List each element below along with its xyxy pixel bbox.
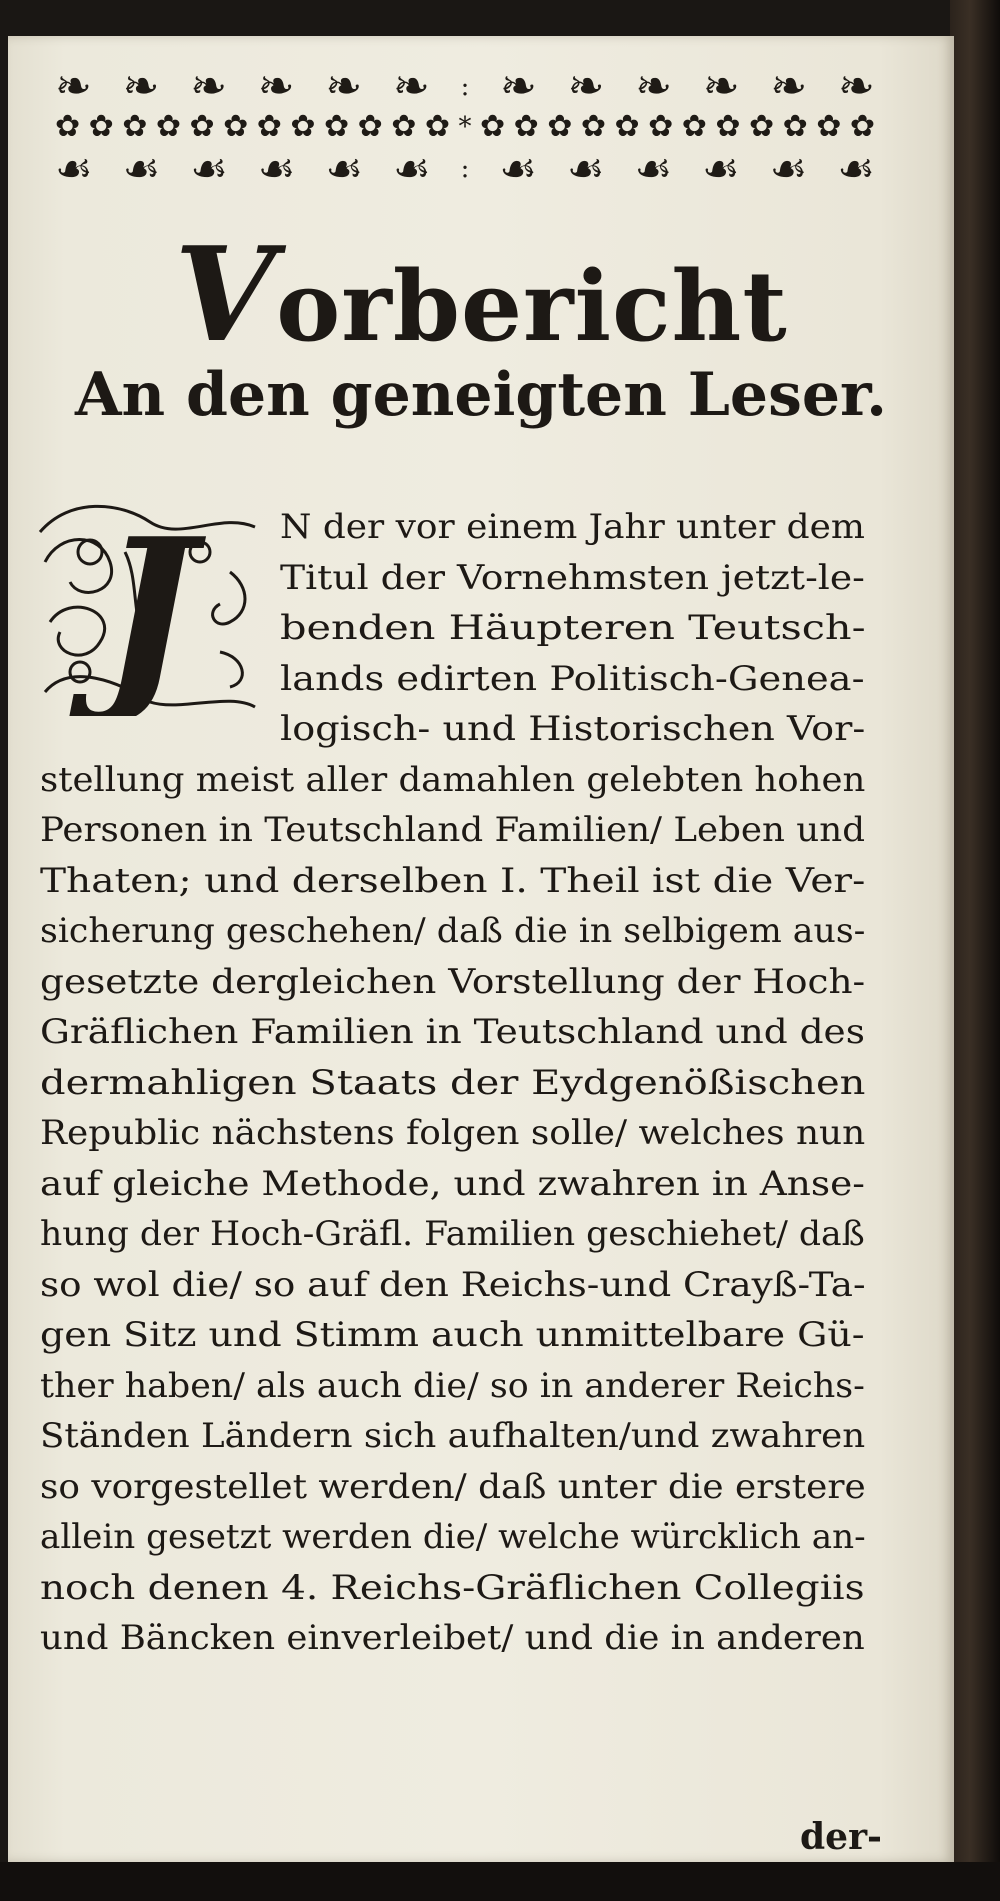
title-initial: V [174, 218, 277, 371]
ornament-glyph: ✿ [357, 109, 383, 144]
ornament-glyph: ❧ [55, 61, 92, 112]
text-line: Personen in Teutschland Familien/ Leben und [40, 810, 866, 850]
ornament-glyph: ❧ [257, 61, 295, 112]
ornament-glyph: ✿ [324, 109, 350, 144]
text-line: benden Häupteren Teutsch- [280, 608, 866, 648]
text-line: Titul der Vornehmsten jetzt-le- [280, 557, 865, 598]
ornament-glyph: ☙ [257, 144, 296, 193]
ornament-glyph: ☙ [837, 144, 875, 193]
text-line: gesetzte dergleichen Vorstellung der Hoch- [40, 961, 866, 1002]
ornament-glyph: ✿ [155, 109, 182, 144]
ornament-glyph: * [458, 112, 472, 142]
text-line: Ständen Ländern sich aufhalten/und zwahren [40, 1416, 866, 1456]
catchword: der- [800, 1816, 882, 1858]
title-rest: orbericht [276, 250, 788, 363]
ornament-glyph: ☙ [499, 144, 537, 193]
text-line: stellung meist aller damahlen gelebten hohen [40, 759, 866, 800]
ornament-glyph: ✿ [189, 109, 215, 144]
ornament-glyph: ❧ [567, 61, 605, 112]
text-line: lands edirten Politisch-Genea- [280, 658, 865, 699]
ornament-glyph: ❧ [500, 61, 537, 112]
ornament-glyph: ✿ [55, 109, 81, 144]
ornament-glyph: ☙ [55, 144, 93, 193]
ornament-glyph: ☙ [190, 144, 228, 193]
ornament-glyph: ❧ [702, 61, 740, 112]
page-subtitle: An den geneigten Leser. [74, 360, 888, 430]
ornament-glyph: ☙ [392, 144, 431, 193]
ornament-glyph: ❧ [635, 61, 673, 112]
text-line: Thaten; und derselben I. Theil ist die Ver- [40, 860, 866, 901]
text-line: noch denen 4. Reichs-Gräflichen Collegiis [40, 1567, 865, 1608]
ornament-glyph: ✿ [290, 109, 316, 144]
text-line: so vorgestellet werden/ daß unter die erstere [40, 1466, 866, 1507]
text-line: auf gleiche Methode, und zwahren in Anse- [40, 1163, 865, 1204]
ornament-glyph: ☙ [325, 144, 364, 193]
ornament-glyph: ❧ [325, 61, 363, 112]
ornament-glyph: ✿ [223, 109, 249, 144]
ornament-glyph: ☙ [702, 144, 740, 193]
ornament-glyph: ✿ [424, 109, 451, 144]
ornament-glyph: ✿ [614, 109, 640, 144]
ornament-glyph: ❧ [190, 61, 228, 112]
text-line: sicherung geschehen/ daß die in selbigem aus- [40, 911, 866, 951]
decorated-initial [30, 492, 266, 716]
book-edge-bottom [0, 1862, 1000, 1901]
text-line: logisch- und Historischen Vor- [280, 709, 866, 749]
ornament-row-bottom [55, 146, 875, 192]
ornament-glyph: ✿ [256, 109, 282, 144]
ornament-glyph: ❧ [770, 61, 808, 112]
decorated-initial-icon [30, 492, 266, 716]
ornament-glyph: ❧ [838, 61, 875, 112]
ornament-glyph: ✿ [816, 109, 842, 144]
ornament-glyph: ✿ [513, 109, 539, 144]
text-line: dermahligen Staats der Eydgenößischen [40, 1062, 866, 1103]
ornament-glyph: ✿ [715, 109, 741, 144]
ornament-glyph: ❧ [392, 61, 430, 112]
drop-cap-letter: J [100, 495, 196, 716]
ornament-glyph: ❧ [122, 61, 160, 112]
ornament-glyph: ✿ [88, 109, 114, 144]
text-line: allein gesetzt werden die/ welche würcklich an- [40, 1517, 866, 1557]
page-title [0, 218, 962, 371]
ornament-glyph: ✿ [122, 109, 148, 144]
text-line: ther haben/ als auch die/ so in anderer Reichs- [40, 1365, 865, 1406]
ornament-glyph: ☙ [566, 144, 605, 193]
ornament-glyph: ✿ [580, 109, 606, 144]
text-line: und Bäncken einverleibet/ und die in anderen [40, 1618, 865, 1658]
ornament-glyph: : [460, 154, 470, 184]
ornament-glyph: ✿ [547, 109, 573, 144]
ornament-glyph: : [460, 72, 470, 102]
ornament-glyph: ✿ [748, 109, 775, 144]
text-line: so wol die/ so auf den Reichs-und Crayß-Ta- [40, 1264, 866, 1305]
text-line: gen Sitz und Stimm auch unmittelbare Gü- [40, 1315, 865, 1355]
ornament-glyph: ☙ [122, 144, 161, 193]
ornament-glyph: ✿ [648, 109, 674, 144]
ornament-glyph: ✿ [782, 109, 808, 144]
ornament-glyph: ☙ [634, 144, 673, 193]
ornament-row-top [55, 62, 875, 112]
text-line: N der vor einem Jahr unter dem [280, 507, 865, 547]
text-line: Republic nächstens folgen solle/ welches nun [40, 1113, 866, 1153]
ornament-row-middle [55, 110, 875, 144]
ornament-glyph: ☙ [769, 144, 808, 193]
text-line: Gräflichen Familien in Teutschland und des [40, 1012, 865, 1052]
ornament-glyph: ✿ [391, 109, 417, 144]
ornament-glyph: ✿ [681, 109, 707, 144]
ornament-glyph: ✿ [479, 109, 506, 144]
text-line: hung der Hoch-Gräfl. Familien geschiehet/ daß [40, 1214, 865, 1254]
ornament-glyph: ✿ [849, 109, 875, 144]
